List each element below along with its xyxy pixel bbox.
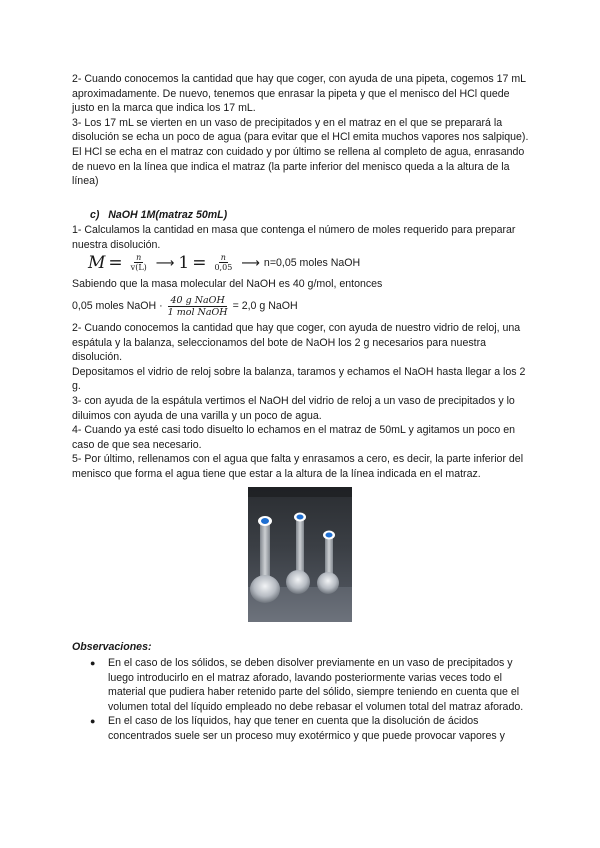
paragraph-step2-naoh: 2- Cuando conocemos la cantidad que hay que coger, con ayuda de nuestro vidrio de reloj, una espátula y la balanza, seleccionamos del bote de NaOH los 2 g necesarios para nuestra disolución.	[72, 322, 521, 364]
arrow-icon: ⟶	[155, 255, 175, 270]
molarity-equation	[88, 251, 360, 275]
paragraph-step5-naoh: 5- Por último, rellenamos con el agua que falta y enrasamos a cero, es decir, la parte inferior del menisco que forma el agua tiene que estar a la altura de la línea indicada en el matraz.	[72, 453, 524, 480]
paragraph-step3-hcl: 3- Los 17 mL se vierten en un vaso de precipitados y en el matraz en el que se preparará la disolución se echa un poco de agua (para evitar que el HCl emita muchos vapores nos salpique). El HCl se echa en el matraz con cuidado y por último se rellena al completo de agua, enrasando de nuevo en la línea que indica el matraz (la parte inferior del menisco queda a la altura de la línea)	[72, 116, 529, 188]
eq-frac1-den: v(L)	[130, 263, 147, 272]
observations-list	[90, 656, 530, 744]
bullet-icon: ●	[90, 716, 96, 727]
eq-frac2-den: 0,05	[214, 263, 233, 272]
observation-liquids: En el caso de los líquidos, hay que tener en cuenta que la disolución de ácidos concentrados suele ser un proceso muy exotérmico y que puede provocar vapores y	[108, 715, 505, 742]
arrow-icon: ⟶	[241, 255, 260, 270]
calc-right: = 2,0 g NaOH	[232, 300, 298, 312]
top-paragraphs	[72, 72, 534, 189]
eq-fraction-2	[212, 253, 234, 273]
bullet-icon: ●	[90, 658, 96, 668]
mid-paragraphs	[72, 321, 534, 482]
eq-m-symbol: M	[88, 253, 106, 273]
paragraph-step1-naoh: 1- Calculamos la cantidad en masa que contenga el número de moles requerido para preparar nuestra disolución.	[72, 224, 516, 251]
paragraph-molar-mass: Sabiendo que la masa molecular del NaOH es 40 g/mol, entonces	[72, 278, 383, 290]
eq-result: n=0,05 moles NaOH	[263, 257, 361, 269]
section-c-label: c)	[90, 209, 100, 221]
eq-frac1-num: n	[136, 253, 142, 262]
observation-solids: En el caso de los sólidos, se deben disolver previamente en un vaso de precipitados y luego introducirlo en el matraz aforado, lavando posteriormente varias veces todo el material que pudiera haber retenido parte del sólido, siempre teniendo en cuenta que el volumen total del líquido empleado no debe rebasar el volumen total del matraz aforado.	[108, 657, 524, 713]
calc-frac-num: 40 g NaOH	[170, 294, 225, 306]
molar-mass-block	[72, 277, 534, 292]
eq-equals-1: =	[108, 253, 123, 273]
eq-fraction-1	[129, 253, 149, 273]
calc-left: 0,05 moles NaOH ·	[72, 300, 163, 312]
section-c-heading	[90, 209, 227, 221]
eq-equals-2: =	[192, 253, 207, 273]
volumetric-flasks-photo	[248, 487, 352, 622]
section-c-title: NaOH 1M(matraz 50mL)	[108, 209, 228, 221]
paragraph-step2-hcl: 2- Cuando conocemos la cantidad que hay que coger, con ayuda de una pipeta, cogemos 17 mL aproximadamente. De nuevo, tenemos que enrasar la pipeta y que el menisco del HCl quede justo en la marca que indica los 17 mL.	[72, 73, 526, 115]
list-item	[90, 714, 530, 743]
eq-frac2-num: n	[220, 253, 226, 262]
flasks-illustration	[248, 487, 352, 622]
calc-frac-den: 1 mol NaOH	[167, 306, 228, 318]
calc-fraction	[166, 295, 230, 318]
paragraph-step3-naoh: 3- con ayuda de la espátula vertimos el NaOH del vidrio de reloj a un vaso de precipitados y lo diluimos con ayuda de una varilla y un poco de agua.	[72, 394, 515, 422]
paragraph-weighing: Depositamos el vidrio de reloj sobre la balanza, taramos y echamos el NaOH hasta llegar a los 2 g.	[72, 365, 526, 393]
observations-title: Observaciones:	[72, 641, 152, 653]
paragraph-step4-naoh: 4- Cuando ya esté casi todo disuelto lo echamos en el matraz de 50mL y agitamos un poco en caso de que sea necesario.	[72, 424, 516, 451]
step1-block	[72, 223, 534, 252]
eq-one: 1	[178, 253, 190, 273]
mass-calculation	[72, 292, 298, 320]
list-item	[90, 656, 530, 714]
